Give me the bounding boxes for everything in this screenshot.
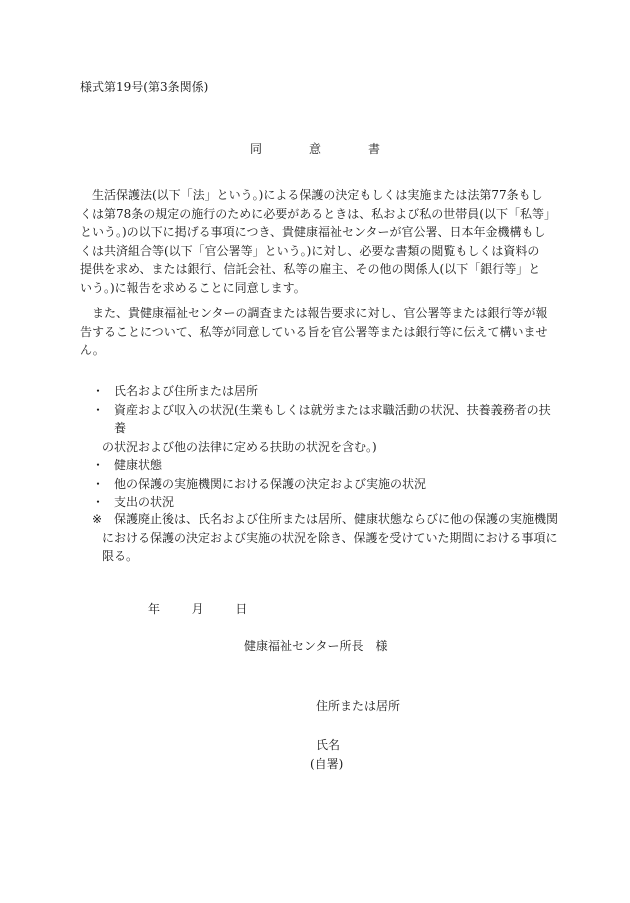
report-paragraph: また、貴健康福祉センターの調査または報告要求に対し、官公署等または銀行等が報告することについて、私等が同意している旨を官公署等または銀行等に伝えて構いません。 — [80, 306, 548, 357]
list-item — [92, 493, 562, 512]
address-label: 住所または居所 — [316, 699, 401, 713]
document-title — [250, 140, 380, 157]
bullet-icon: ・ — [92, 476, 105, 491]
list-item-text: 他の保護の実施機関における保護の決定および実施の状況 — [114, 476, 427, 491]
date-day-label: 日 — [235, 602, 248, 616]
list-item — [92, 401, 562, 457]
list-item — [92, 382, 562, 401]
note — [92, 510, 560, 566]
list-item — [92, 456, 562, 475]
list-item-text: 資産および収入の状況(生業もしくは就労または求職活動の状況、扶養義務者の扶養 — [114, 402, 551, 435]
note-line-3: 限る。 — [102, 549, 139, 563]
title-char-1: 同 — [250, 142, 263, 156]
title-char-2: 意 — [308, 142, 321, 156]
list-item-text: 健康状態 — [114, 458, 163, 472]
note-line-1: 保護廃止後は、氏名および住所または居所、健康状態ならびに他の保護の実施機関 — [114, 512, 559, 526]
bullet-icon: ・ — [92, 458, 105, 472]
reference-mark-icon: ※ — [92, 512, 103, 526]
bullet-icon: ・ — [92, 495, 105, 509]
bullet-icon: ・ — [92, 384, 105, 398]
date-year-label: 年 — [148, 602, 161, 616]
signature-note: (自署) — [310, 757, 344, 771]
date-month-label: 月 — [191, 602, 204, 616]
consent-paragraph: 生活保護法(以下「法」という。)による保護の決定もしくは実施または法第77条もしくは第78条の規定の施行のために必要があるときは、私および私の世帯員(以下「私等」という。)の以下に掲げる事項につき、貴健康福祉センターが官公署、日本年金機構もしくは共済組合等(以下「官公署等」という。)に対し、必要な書類の閲覧もしくは資料の提供を求め、または銀行、信託会社、私等の雇主、その他の関係人(以下「銀行等」という。)に報告を求めることに同意します。 — [80, 188, 550, 295]
name-label: 氏名 — [316, 738, 341, 752]
title-char-3: 書 — [367, 142, 380, 156]
bullet-icon: ・ — [92, 402, 105, 417]
note-line-2: における保護の決定および実施の状況を除き、保護を受けていた期間における事項に — [102, 530, 558, 545]
list-item — [92, 475, 562, 494]
list-item-text: 支出の状況 — [114, 495, 175, 509]
list-item-text: 氏名および住所または居所 — [114, 384, 259, 398]
form-number: 様式第19号(第3条関係) — [80, 80, 209, 94]
consent-items-list — [92, 382, 562, 512]
date-line — [148, 600, 247, 617]
list-item-continuation: の状況および他の法律に定める扶助の状況を含む。) — [102, 439, 377, 454]
addressee: 健康福祉センター所長 様 — [244, 639, 388, 653]
